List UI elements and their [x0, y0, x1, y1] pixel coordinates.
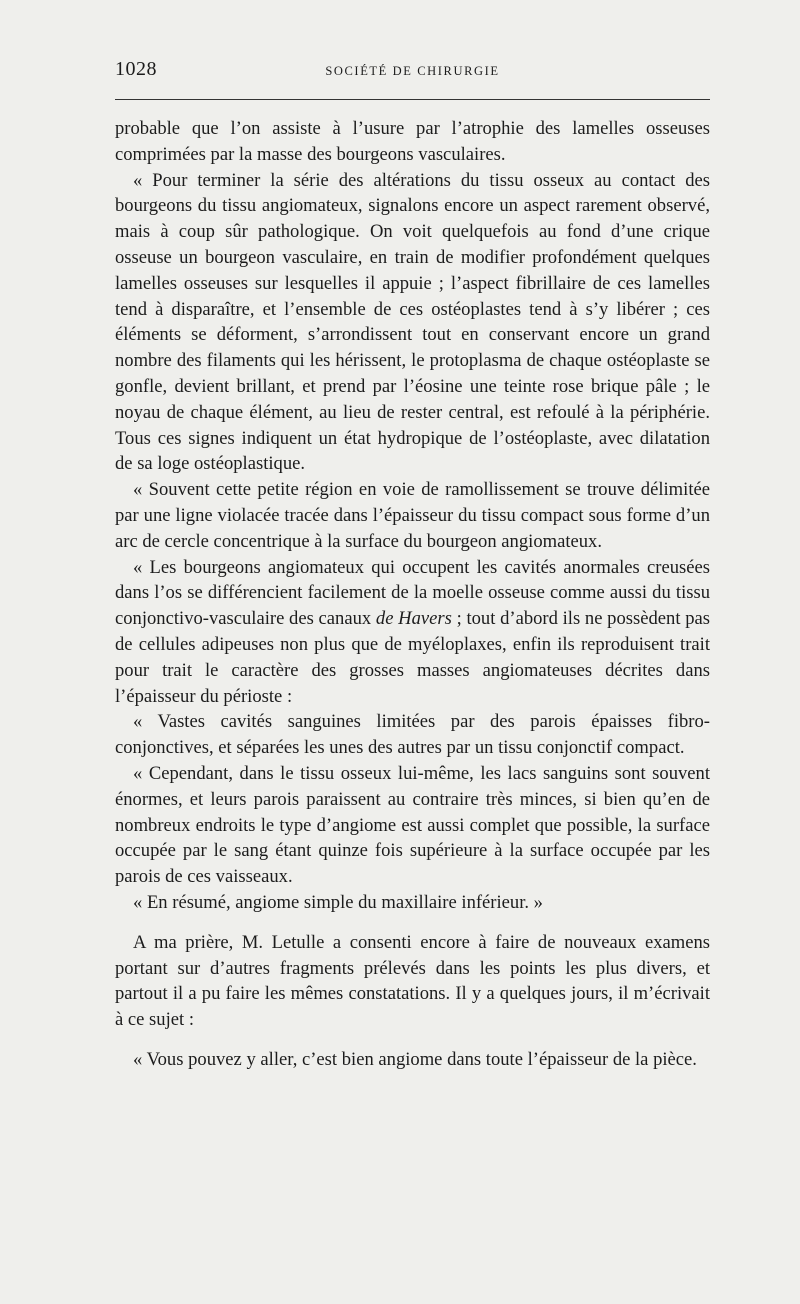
paragraph	[115, 555, 710, 710]
paragraph: « Vastes cavités sanguines limitées par des parois épaisses fibro-conjonctives, et séparées les unes des autres par un tissu conjonctif compact.	[115, 711, 710, 759]
body-text	[115, 116, 710, 1073]
paragraph: A ma prière, M. Letulle a consenti encore à faire de nouveaux examens portant sur d’autres fragments prélevés dans les points les plus divers, et partout il a pu faire les mêmes constatations. Il y a quelques jours, il m’écrivait à ce sujet :	[115, 931, 710, 1031]
header-rule	[115, 99, 710, 100]
page-header	[115, 56, 710, 86]
page-number: 1028	[115, 58, 157, 80]
paragraph: « Pour terminer la série des altérations du tissu osseux au contact des bourgeons du tissu angiomateux, signalons encore un aspect rarement observé, mais à coup sûr pathologique. On voit quelquefois au fond d’une crique osseuse un bourgeon vasculaire, en train de modifier profondément quelques lamelles osseuses sur lesquelles il appuie ; l’aspect fibrillaire de ces lamelles tend à disparaître, et l’ensemble de ces ostéoplastes tend à s’y libérer ; ces éléments se déforment, s’arrondissent tout en conservant encore un grand nombre des filaments qui les hérissent, le protoplasma de chaque ostéoplaste se gonfle, devient brillant, et prend par l’éosine une teinte rose brique pâle ; le noyau de chaque élément, au lieu de rester central, est refoulé à la périphérie. Tous ces signes indiquent un état hydropique de l’ostéoplaste, avec dilatation de sa loge ostéoplastique.	[115, 169, 710, 475]
paragraph: « Cependant, dans le tissu osseux lui-même, les lacs sanguins sont souvent énormes, et leurs parois paraissent au contraire très minces, si bien qu’en de nombreux endroits le type d’angiome est aussi complet que possible, la surface occupée par le sang étant quinze fois supérieure à la surface occupée par les parois de ces vaisseaux.	[115, 762, 710, 888]
paragraph: probable que l’on assiste à l’usure par l’atrophie des lamelles osseuses comprimées par la masse des bourgeons vasculaires.	[115, 118, 710, 165]
running-title: SOCIÉTÉ DE CHIRURGIE	[325, 64, 500, 78]
paragraph-text: « Les bourgeons angiomateux qui occupent les cavités anormales creusées dans l’os se différencient facilement de la moelle osseuse comme aussi du tissu conjonctivo-vasculaire des canaux	[115, 556, 710, 630]
paragraph-text: ; tout d’abord ils ne possèdent pas de cellules adipeuses non plus que de myéloplaxes, enfin ils reproduisent trait pour trait le caractère des grosses masses angiomateuses décrites dans l’épaisseur du périoste :	[115, 608, 710, 707]
paragraph: « Vous pouvez y aller, c’est bien angiome dans toute l’épaisseur de la pièce.	[133, 1048, 697, 1070]
italic-term: de Havers	[375, 608, 452, 630]
paragraph: « En résumé, angiome simple du maxillaire inférieur. »	[133, 891, 543, 913]
paragraph: « Souvent cette petite région en voie de ramollissement se trouve délimitée par une ligne violacée tracée dans l’épaisseur du tissu compact sous forme d’un arc de cercle concentrique à la surface du bourgeon angiomateux.	[115, 479, 710, 552]
